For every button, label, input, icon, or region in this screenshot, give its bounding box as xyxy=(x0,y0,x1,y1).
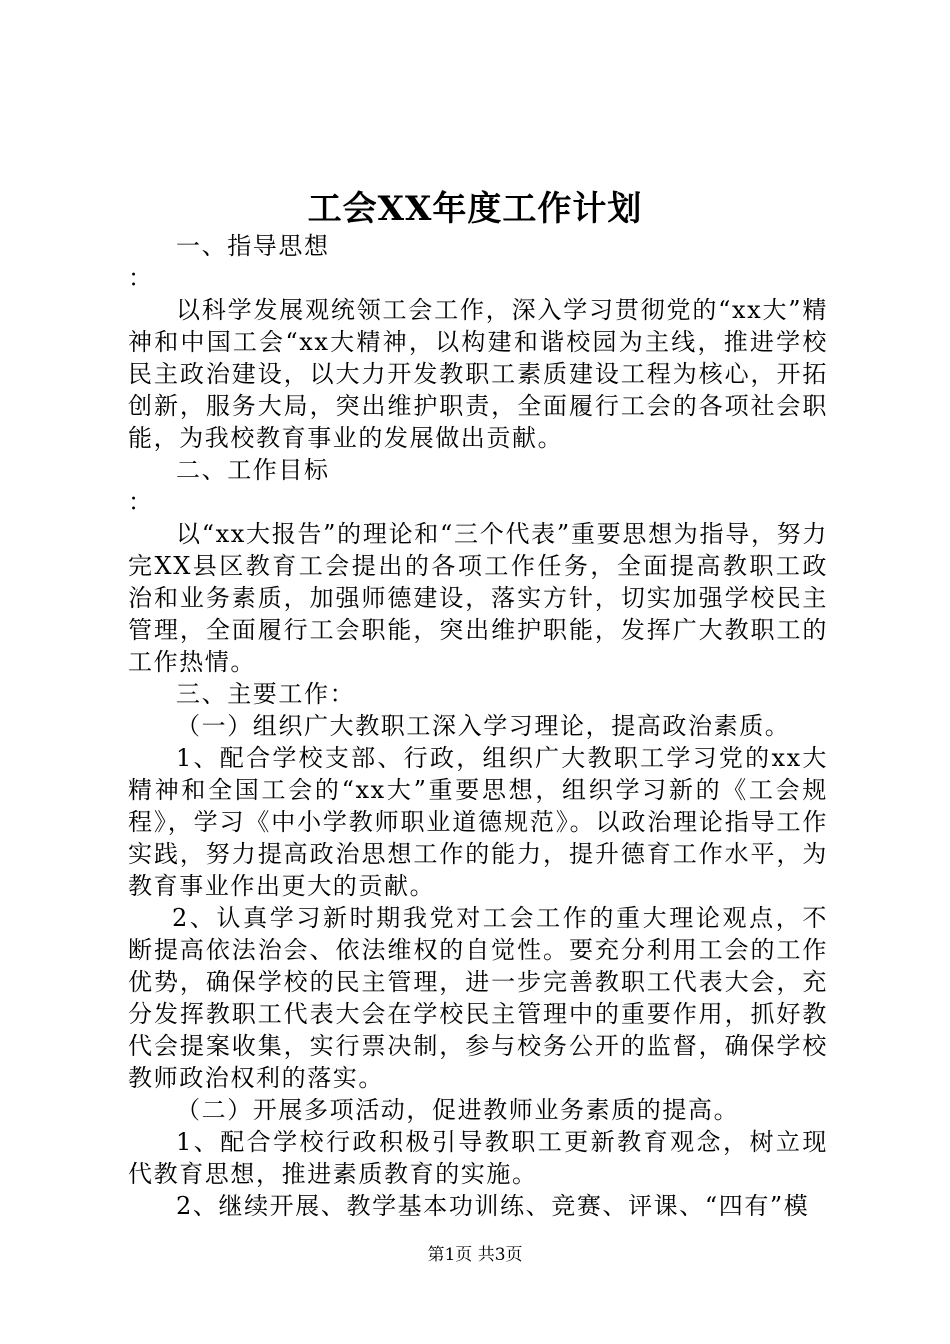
colon-line: ： xyxy=(128,488,154,516)
colon-line: ： xyxy=(128,264,154,292)
section-heading-main-work: 三、主要工作： xyxy=(176,680,356,708)
subsection-heading-2: （二）开展多项活动，促进教师业务素质的提高。 xyxy=(176,1096,740,1124)
paragraph-work-goals: 以“xx大报告”的理论和“三个代表”重要思想为指导，努力完XX县区教育工会提出的各项工作任务，全面提高教职工政治和业务素质，加强师德建设，落实方针，切实加强学校民主管理，全面履行工会职能，突出维护职能，发挥广大教职工的工作热情。 xyxy=(128,520,828,676)
subsection-heading-1: （一）组织广大教职工深入学习理论，提高政治素质。 xyxy=(176,712,791,740)
section-heading-work-goals: 二、工作目标 xyxy=(176,456,330,484)
paragraph-item-1-1: 1、配合学校支部、行政，组织广大教职工学习党的xx大精神和全国工会的“xx大”重要思想，组织学习新的《工会规程》，学习《中小学教师职业道德规范》。以政治理论指导工作实践，努力提高政治思想工作的能力，提升德育工作水平，为教育事业作出更大的贡献。 xyxy=(128,744,828,900)
paragraph-item-2-2: 2、继续开展、教学基本功训练、竞赛、评课、“四有”模 xyxy=(176,1192,810,1220)
document-title: 工会XX年度工作计划 xyxy=(307,189,643,229)
paragraph-guiding-ideology: 以科学发展观统领工会工作，深入学习贯彻党的“xx大”精神和中国工会“xx大精神，以构建和谐校园为主线，推进学校民主政治建设，以大力开发教职工素质建设工程为核心，开拓创新，服务大局，突出维护职责，全面履行工会的各项社会职能，为我校教育事业的发展做出贡献。 xyxy=(128,296,828,452)
document-body xyxy=(128,230,828,1222)
section-heading-guiding-ideology: 一、指导思想 xyxy=(176,232,330,260)
paragraph-item-1-2: 2、认真学习新时期我党对工会工作的重大理论观点，不断提高依法治会、依法维权的自觉性。要充分利用工会的工作优势，确保学校的民主管理，进一步完善教职工代表大会，充分发挥教职工代表大会在学校民主管理中的重要作用，抓好教代会提案收集，实行票决制，参与校务公开的监督，确保学校教师政治权利的落实。 xyxy=(128,904,828,1092)
paragraph-item-2-1: 1、配合学校行政积极引导教职工更新教育观念，树立现代教育思想，推进素质教育的实施。 xyxy=(128,1128,828,1188)
page-number: 第1页 共3页 xyxy=(427,1245,523,1265)
